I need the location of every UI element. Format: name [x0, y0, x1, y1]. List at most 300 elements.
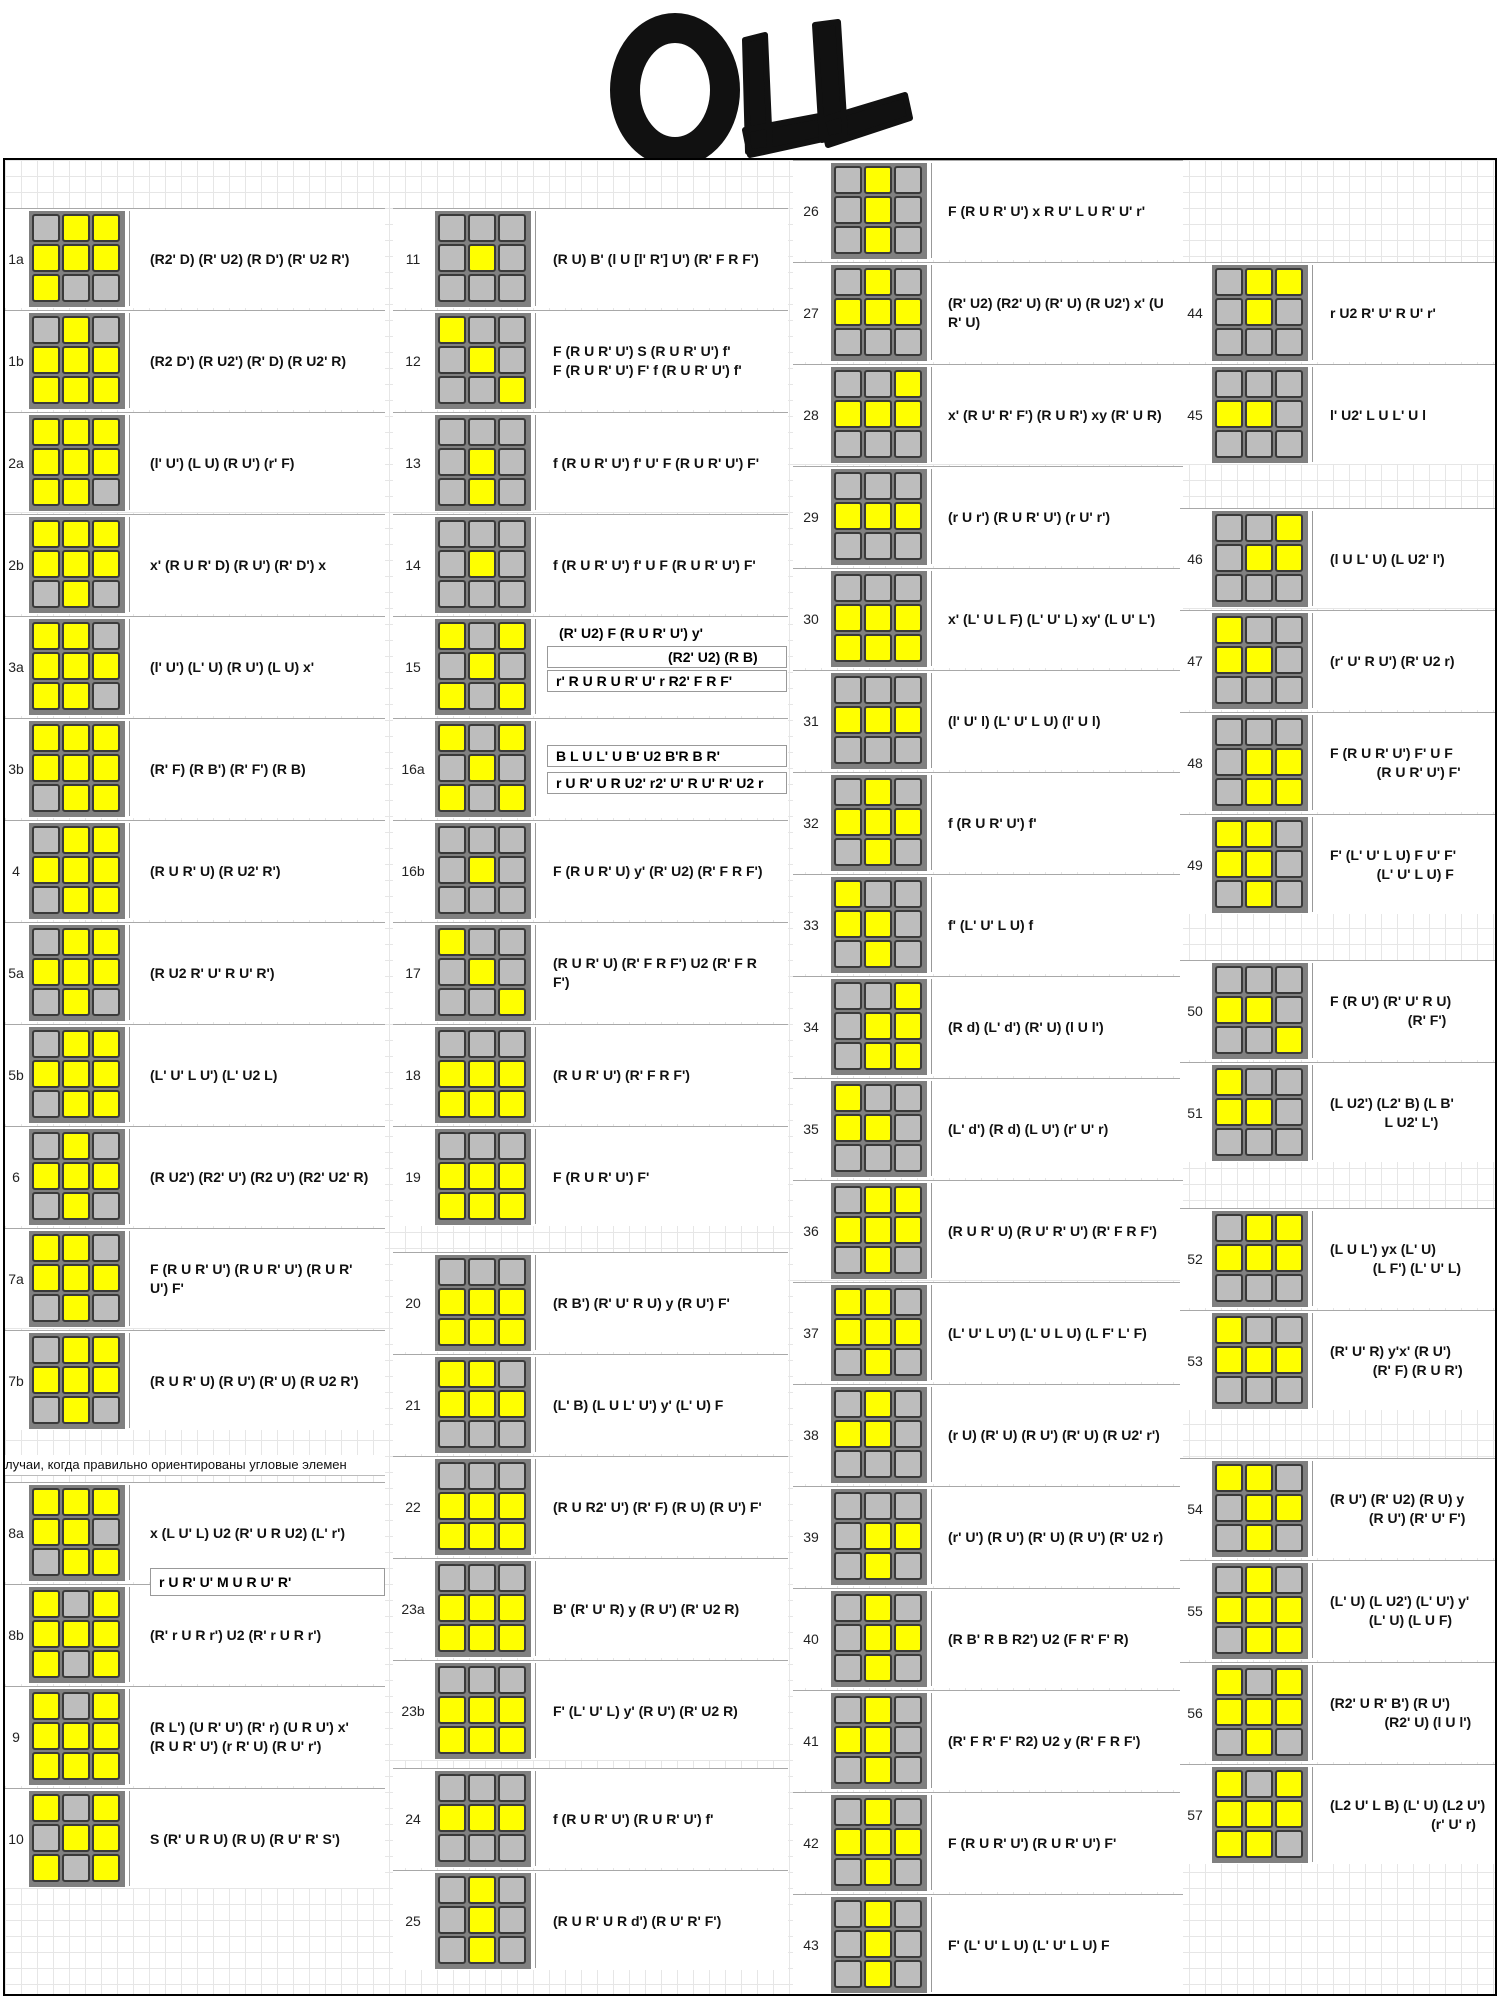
sticker — [498, 1192, 526, 1220]
oll-case-54 — [1180, 1458, 1495, 1558]
sticker — [1245, 646, 1273, 674]
sticker — [62, 724, 90, 752]
sticker — [32, 478, 60, 506]
sticker — [894, 676, 922, 704]
sticker — [834, 1216, 862, 1244]
sticker — [92, 826, 120, 854]
sticker — [498, 652, 526, 680]
cell-divider — [535, 1459, 536, 1554]
sticker — [62, 214, 90, 242]
sticker — [864, 808, 892, 836]
cube-top-face — [435, 1255, 531, 1351]
sticker — [468, 826, 496, 854]
cube-top-face — [1212, 715, 1308, 811]
sticker — [864, 1696, 892, 1724]
algorithm-text: F (R U R' U) y' (R' U2) (R' F R F') — [553, 862, 763, 879]
sticker — [62, 1192, 90, 1220]
sticker — [92, 244, 120, 272]
sticker — [1215, 748, 1243, 776]
cell-divider — [129, 1027, 130, 1122]
sticker — [92, 1620, 120, 1648]
sticker — [62, 274, 90, 302]
sticker — [438, 1288, 466, 1316]
sticker — [1245, 718, 1273, 746]
sticker — [1245, 880, 1273, 908]
cell-divider — [535, 823, 536, 918]
sticker — [864, 532, 892, 560]
case-number: 3b — [8, 761, 24, 777]
sticker — [894, 1696, 922, 1724]
algorithm-text: (R U') (R' U2) (R U) y (R U') (R' U' F') — [1330, 1491, 1466, 1526]
sticker — [894, 532, 922, 560]
sticker — [1215, 850, 1243, 878]
sticker — [894, 634, 922, 662]
oll-case-49 — [1180, 814, 1495, 914]
sticker — [92, 550, 120, 578]
sticker — [1245, 400, 1273, 428]
sticker — [468, 1462, 496, 1490]
case-number: 39 — [803, 1529, 819, 1545]
sticker — [498, 886, 526, 914]
sticker — [92, 346, 120, 374]
sticker — [894, 1288, 922, 1316]
cube-top-face — [435, 619, 531, 715]
sticker — [1275, 514, 1303, 542]
sticker — [438, 958, 466, 986]
case-number: 1b — [8, 353, 24, 369]
sticker — [92, 1162, 120, 1190]
sticker — [438, 1492, 466, 1520]
cell-divider — [129, 1231, 130, 1326]
sticker — [1215, 676, 1243, 704]
sticker — [894, 328, 922, 356]
sticker — [1275, 1668, 1303, 1696]
cell-divider — [931, 1285, 932, 1380]
sticker — [864, 880, 892, 908]
sticker — [1245, 1376, 1273, 1404]
sticker — [864, 370, 892, 398]
oll-case-27 — [793, 262, 1183, 362]
sticker — [62, 754, 90, 782]
oll-case-7b — [5, 1330, 385, 1430]
cube-top-face — [435, 1873, 531, 1969]
case16a-alg-top: B L U L' U B' U2 B'R B R' — [547, 745, 787, 767]
sticker — [62, 856, 90, 884]
cell-divider — [1312, 613, 1313, 708]
sticker — [438, 1090, 466, 1118]
sticker — [498, 244, 526, 272]
sticker — [468, 1132, 496, 1160]
case-number: 22 — [405, 1499, 421, 1515]
sticker — [92, 1794, 120, 1822]
algorithm-text: (r' U' R U') (R' U2 r) — [1330, 652, 1455, 669]
oll-case-22 — [393, 1456, 788, 1556]
sticker — [1275, 1376, 1303, 1404]
sticker — [1275, 676, 1303, 704]
algorithm-text: F' (L' U' L) y' (R U') (R' U2 R) — [553, 1702, 738, 1719]
sticker — [438, 1162, 466, 1190]
algorithm-text: f (R U R' U') f' U F (R U R' U') F' — [553, 556, 756, 573]
oll-case-6 — [5, 1126, 385, 1226]
sticker — [468, 1162, 496, 1190]
algorithm-text — [553, 719, 786, 819]
sticker — [92, 1030, 120, 1058]
sticker — [438, 478, 466, 506]
case15-alg-bottom: r' R U R U R' U' r R2' F R F' — [547, 670, 787, 692]
case-number: 1a — [8, 251, 24, 267]
sticker — [498, 214, 526, 242]
sticker — [468, 1774, 496, 1802]
sticker — [438, 1192, 466, 1220]
oll-case-25 — [393, 1870, 788, 1970]
sticker — [894, 1084, 922, 1112]
cube-top-face — [29, 1129, 125, 1225]
case-number: 9 — [12, 1729, 20, 1745]
sticker — [894, 736, 922, 764]
case15-alg-top: (R' U2) F (R U R' U') y' — [559, 625, 703, 641]
cube-top-face — [1212, 1211, 1308, 1307]
sticker — [468, 1936, 496, 1964]
sticker — [468, 958, 496, 986]
cube-top-face — [435, 721, 531, 817]
sticker — [1275, 1274, 1303, 1302]
sticker — [438, 1564, 466, 1592]
sticker — [894, 1012, 922, 1040]
sticker — [498, 520, 526, 548]
sticker — [498, 1132, 526, 1160]
sticker — [62, 1336, 90, 1364]
sticker — [1215, 1244, 1243, 1272]
sticker — [468, 652, 496, 680]
sticker — [1275, 880, 1303, 908]
sticker — [894, 1858, 922, 1886]
sticker — [834, 1858, 862, 1886]
sticker — [1215, 1316, 1243, 1344]
sticker — [498, 1420, 526, 1448]
sticker — [1275, 298, 1303, 326]
sticker — [32, 1794, 60, 1822]
oll-case-43 — [793, 1894, 1183, 1994]
sticker — [32, 1650, 60, 1678]
sticker — [32, 1234, 60, 1262]
oll-case-2b — [5, 514, 385, 614]
cube-top-face — [29, 1027, 125, 1123]
sticker — [1215, 1274, 1243, 1302]
algorithm-text: (R U2') (R2' U') (R2 U') (R2' U2' R) — [150, 1168, 369, 1185]
sticker — [1275, 1346, 1303, 1374]
sticker — [468, 1696, 496, 1724]
cell-divider — [1312, 1065, 1313, 1160]
sticker — [32, 1488, 60, 1516]
sticker — [1245, 996, 1273, 1024]
cell-divider — [1312, 715, 1313, 810]
sticker — [468, 1258, 496, 1286]
oll-case-31 — [793, 670, 1183, 770]
sticker — [92, 622, 120, 650]
cell-divider — [931, 1693, 932, 1788]
sticker — [32, 1090, 60, 1118]
sticker — [32, 622, 60, 650]
oll-case-46 — [1180, 508, 1495, 608]
sticker — [468, 1192, 496, 1220]
sticker — [1215, 544, 1243, 572]
cube-top-face — [29, 1689, 125, 1785]
sticker — [864, 1798, 892, 1826]
sticker — [1215, 778, 1243, 806]
cell-divider — [931, 265, 932, 360]
sticker — [1275, 1026, 1303, 1054]
sticker — [498, 622, 526, 650]
sticker — [32, 1692, 60, 1720]
sticker — [894, 1114, 922, 1142]
case-number: 38 — [803, 1427, 819, 1443]
sticker — [864, 1756, 892, 1784]
case-number: 8a — [8, 1525, 24, 1541]
sticker — [32, 376, 60, 404]
sticker — [864, 328, 892, 356]
oll-case-9 — [5, 1686, 385, 1786]
sticker — [498, 376, 526, 404]
algorithm-text: (l' U') (L U) (R U') (r' F) — [150, 454, 295, 471]
case-number: 6 — [12, 1169, 20, 1185]
sticker — [834, 370, 862, 398]
cube-top-face — [831, 1183, 927, 1279]
sticker — [62, 652, 90, 680]
sticker — [62, 550, 90, 578]
sticker — [62, 316, 90, 344]
sticker — [834, 1288, 862, 1316]
oll-table — [3, 158, 1497, 1996]
sticker — [834, 196, 862, 224]
sticker — [864, 226, 892, 254]
sticker — [32, 1396, 60, 1424]
cell-divider — [931, 1591, 932, 1686]
sticker — [92, 886, 120, 914]
sticker — [834, 634, 862, 662]
sticker — [864, 604, 892, 632]
case-number: 25 — [405, 1913, 421, 1929]
sticker — [438, 1060, 466, 1088]
case-number: 27 — [803, 305, 819, 321]
case-number: 12 — [405, 353, 421, 369]
cube-top-face — [1212, 817, 1308, 913]
cell-divider — [129, 925, 130, 1020]
sticker — [498, 724, 526, 752]
sticker — [468, 724, 496, 752]
cube-top-face — [29, 1587, 125, 1683]
oll-case-7a — [5, 1228, 385, 1328]
sticker — [1215, 820, 1243, 848]
sticker — [864, 1960, 892, 1988]
algorithm-text: (R U R' U) (R' F R F') U2 (R' F R F') — [553, 955, 757, 990]
sticker — [1215, 1728, 1243, 1756]
sticker — [438, 1624, 466, 1652]
sticker — [468, 754, 496, 782]
sticker — [92, 1488, 120, 1516]
sticker — [894, 1624, 922, 1652]
sticker — [438, 928, 466, 956]
algorithm-text: (R U R' U) (R U' R' U') (R' F R F') — [948, 1222, 1157, 1239]
oll-case-28 — [793, 364, 1183, 464]
sticker — [498, 580, 526, 608]
sticker — [864, 1492, 892, 1520]
cell-divider — [1312, 1563, 1313, 1658]
sticker — [468, 784, 496, 812]
corner-oriented-note: лучаи, когда правильно ориентированы угловые элемен — [5, 1455, 385, 1476]
cube-top-face — [1212, 265, 1308, 361]
sticker — [864, 1390, 892, 1418]
sticker — [92, 418, 120, 446]
sticker — [438, 622, 466, 650]
sticker — [92, 316, 120, 344]
sticker — [834, 778, 862, 806]
case-number: 41 — [803, 1733, 819, 1749]
sticker — [834, 604, 862, 632]
algorithm-text: F (R U R' U') S (R U R' U') f' F (R U R' U') F' f (R U R' U') f' — [553, 343, 742, 378]
sticker — [1275, 748, 1303, 776]
algorithm-text: (R2' U R' B') (R U') (R2' U) (l U l') — [1330, 1695, 1472, 1730]
case16a-alg-bottom: r U R' U R U2' r2' U' R U' R' U2 r — [547, 772, 787, 794]
sticker — [498, 1804, 526, 1832]
sticker — [1215, 574, 1243, 602]
cube-top-face — [29, 1485, 125, 1581]
cell-divider — [535, 1873, 536, 1968]
sticker — [1215, 880, 1243, 908]
cube-top-face — [435, 925, 531, 1021]
sticker — [92, 478, 120, 506]
sticker — [498, 988, 526, 1016]
sticker — [468, 376, 496, 404]
sticker — [1215, 1068, 1243, 1096]
sticker — [834, 400, 862, 428]
cell-divider — [931, 1081, 932, 1176]
algorithm-text: f (R U R' U') (R U R' U') f' — [553, 1810, 714, 1827]
sticker — [864, 1726, 892, 1754]
sticker — [438, 1462, 466, 1490]
sticker — [834, 298, 862, 326]
oll-case-37 — [793, 1282, 1183, 1382]
sticker — [1245, 1728, 1273, 1756]
cube-top-face — [1212, 1461, 1308, 1557]
sticker — [62, 1854, 90, 1882]
sticker — [1215, 400, 1243, 428]
sticker — [498, 346, 526, 374]
sticker — [834, 1144, 862, 1172]
case-number: 47 — [1187, 653, 1203, 669]
sticker — [32, 274, 60, 302]
sticker — [1215, 1098, 1243, 1126]
sticker — [32, 418, 60, 446]
sticker — [468, 1318, 496, 1346]
sticker — [894, 706, 922, 734]
sticker — [1275, 268, 1303, 296]
sticker — [864, 838, 892, 866]
oll-case-14 — [393, 514, 788, 614]
sticker — [894, 1246, 922, 1274]
sticker — [1215, 996, 1243, 1024]
algorithm-text: x' (R U' R' F') (R U R') xy (R' U R) — [948, 406, 1162, 423]
case-number: 21 — [405, 1397, 421, 1413]
cube-top-face — [1212, 1065, 1308, 1161]
cube-top-face — [29, 517, 125, 613]
cell-divider — [129, 517, 130, 612]
sticker — [468, 682, 496, 710]
algorithm-text: (l' U') (L' U) (R U') (L U) x' — [150, 658, 315, 675]
cube-top-face — [831, 163, 927, 259]
oll-case-21 — [393, 1354, 788, 1454]
case-number: 11 — [405, 251, 421, 267]
sticker — [92, 988, 120, 1016]
sticker — [1275, 966, 1303, 994]
sticker — [864, 298, 892, 326]
cell-divider — [129, 823, 130, 918]
algorithm-text: (R' F R' F' R2) U2 y (R' F R F') — [948, 1732, 1141, 1749]
sticker — [1245, 1830, 1273, 1858]
algorithm-text: (L' d') (R d) (L U') (r' U' r) — [948, 1120, 1109, 1137]
cube-top-face — [1212, 963, 1308, 1059]
sticker — [834, 1492, 862, 1520]
cell-divider — [535, 1771, 536, 1866]
cell-divider — [931, 673, 932, 768]
case-number: 8b — [8, 1627, 24, 1643]
sticker — [468, 274, 496, 302]
sticker — [468, 1420, 496, 1448]
sticker — [894, 910, 922, 938]
algorithm-text: x' (L' U L F) (L' U' L) xy' (L U' L') — [948, 610, 1156, 627]
sticker — [1245, 966, 1273, 994]
algorithm-text: F (R U R' U') (R U R' U') F' — [948, 1834, 1117, 1851]
sticker — [1245, 1274, 1273, 1302]
sticker — [92, 274, 120, 302]
sticker — [62, 448, 90, 476]
cube-top-face — [435, 1357, 531, 1453]
sticker — [864, 430, 892, 458]
sticker — [498, 1462, 526, 1490]
sticker — [834, 1828, 862, 1856]
sticker — [498, 1360, 526, 1388]
case-number: 16b — [401, 863, 425, 879]
sticker — [864, 736, 892, 764]
sticker — [894, 268, 922, 296]
cube-top-face — [1212, 367, 1308, 463]
cell-divider — [129, 313, 130, 408]
algorithm-text: r U2 R' U' R U' r' — [1330, 304, 1436, 321]
cell-divider — [931, 1489, 932, 1584]
case-number: 7b — [8, 1373, 24, 1389]
sticker — [894, 1828, 922, 1856]
case-number: 23b — [401, 1703, 425, 1719]
cube-top-face — [29, 721, 125, 817]
sticker — [62, 1132, 90, 1160]
sticker — [32, 1336, 60, 1364]
sticker — [438, 346, 466, 374]
cube-top-face — [831, 1693, 927, 1789]
oll-case-18 — [393, 1024, 788, 1124]
cube-top-face — [435, 1459, 531, 1555]
sticker — [864, 910, 892, 938]
sticker — [498, 1906, 526, 1934]
cell-divider — [535, 1663, 536, 1758]
case-number: 35 — [803, 1121, 819, 1137]
cube-top-face — [1212, 1767, 1308, 1863]
sticker — [834, 676, 862, 704]
sticker — [1275, 820, 1303, 848]
sticker — [62, 1824, 90, 1852]
sticker — [894, 430, 922, 458]
sticker — [62, 826, 90, 854]
oll-case-13 — [393, 412, 788, 512]
sticker — [62, 1794, 90, 1822]
